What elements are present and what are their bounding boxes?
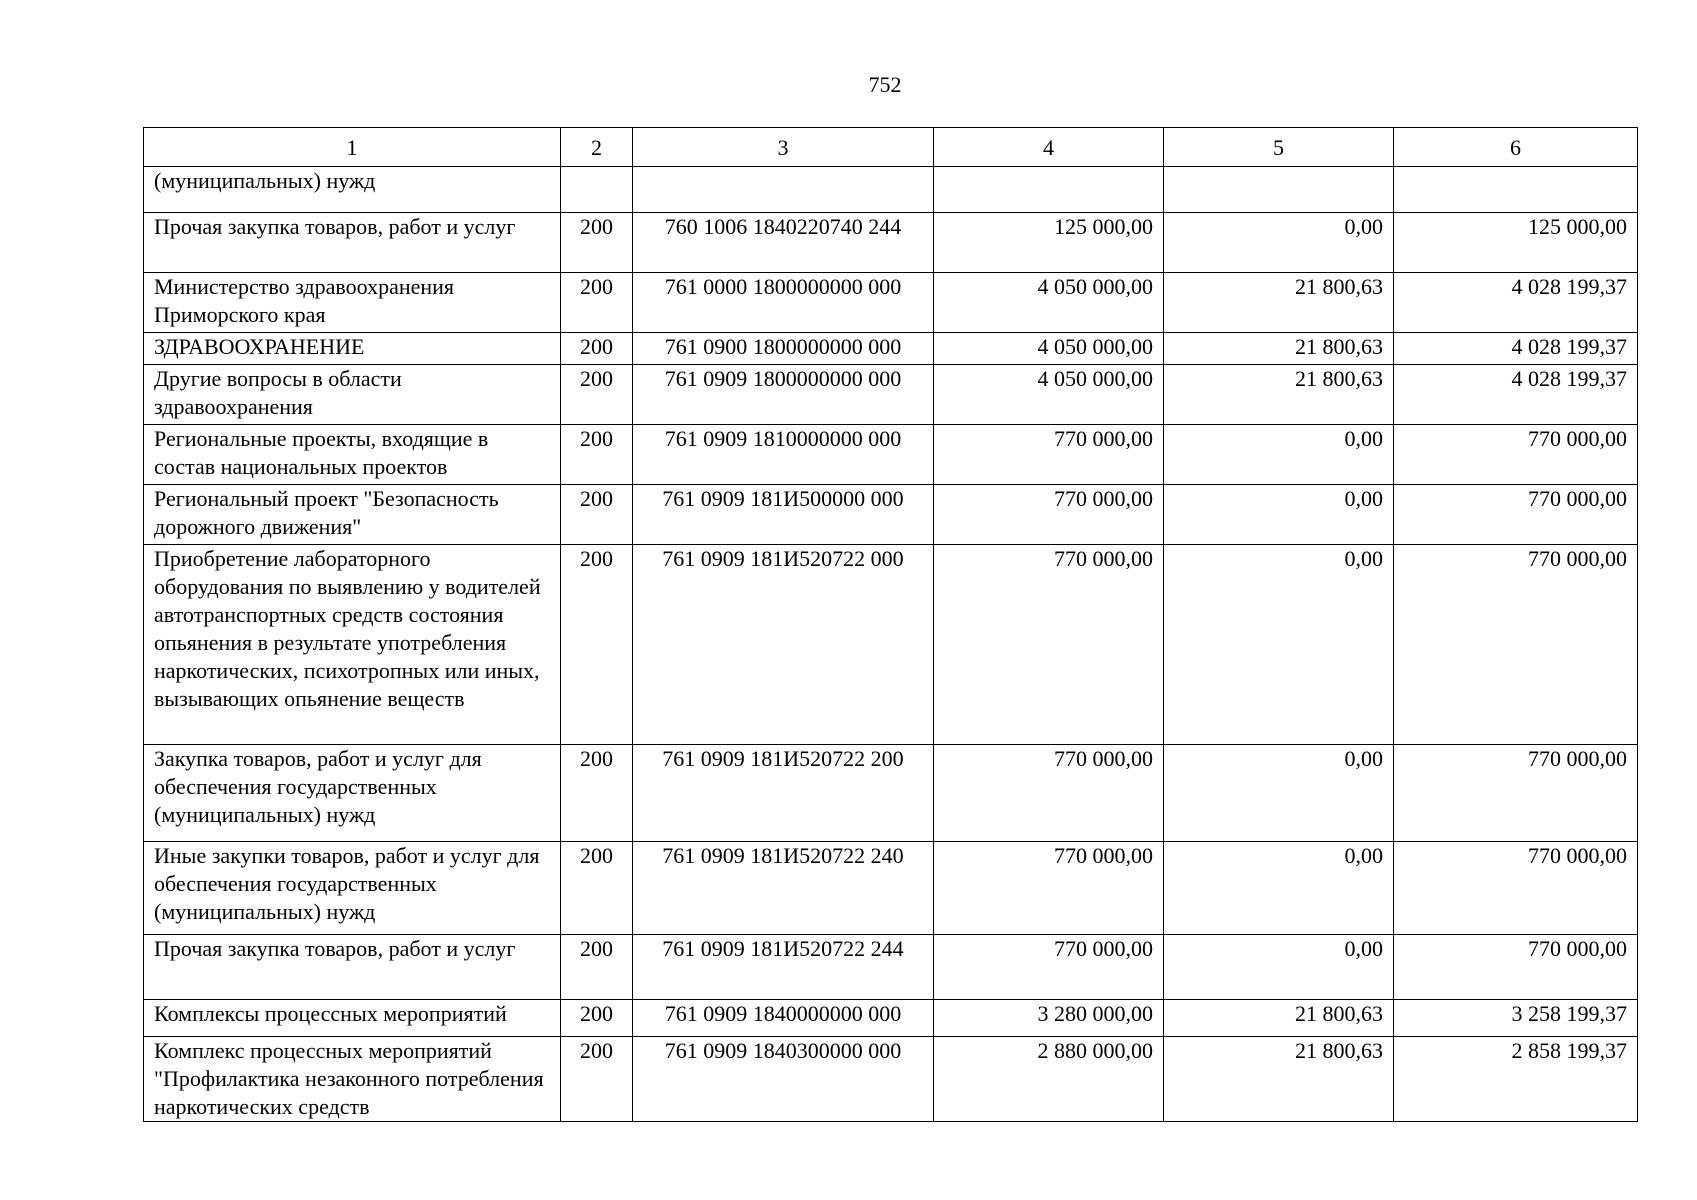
- table-row: [144, 167, 1638, 213]
- table-row: [144, 333, 1638, 365]
- row-col2-cell: 200: [561, 545, 633, 745]
- table-row: [144, 842, 1638, 935]
- row-value4-cell: 4 050 000,00: [934, 365, 1164, 425]
- row-name-cell: Иные закупки товаров, работ и услуг для обеспечения государственных (муниципальных) нужд: [144, 842, 561, 935]
- table-row: [144, 213, 1638, 273]
- table-row: [144, 545, 1638, 745]
- table-row: [144, 1000, 1638, 1037]
- table-row: [144, 1037, 1638, 1122]
- row-value6-cell: 125 000,00: [1394, 213, 1638, 273]
- column-header-3: 3: [633, 128, 934, 167]
- row-value4-cell: 770 000,00: [934, 485, 1164, 545]
- row-code-cell: 761 0909 181И500000 000: [633, 485, 934, 545]
- row-col2-cell: 200: [561, 935, 633, 1000]
- row-value5-cell: 21 800,63: [1164, 1037, 1394, 1122]
- row-name-cell: Другие вопросы в области здравоохранения: [144, 365, 561, 425]
- row-value6-cell: 770 000,00: [1394, 545, 1638, 745]
- row-code-cell: 761 0909 181И520722 240: [633, 842, 934, 935]
- row-code-cell: 760 1006 1840220740 244: [633, 213, 934, 273]
- row-name-cell: Закупка товаров, работ и услуг для обеспечения государственных (муниципальных) нужд: [144, 745, 561, 842]
- table-header: [144, 128, 1638, 167]
- row-code-cell: 761 0909 1840000000 000: [633, 1000, 934, 1037]
- row-value5-cell: 0,00: [1164, 485, 1394, 545]
- row-col2-cell: 200: [561, 273, 633, 333]
- row-value6-cell: 4 028 199,37: [1394, 333, 1638, 365]
- row-code-cell: 761 0909 181И520722 000: [633, 545, 934, 745]
- column-header-5: 5: [1164, 128, 1394, 167]
- row-code-cell: 761 0909 1810000000 000: [633, 425, 934, 485]
- row-value4-cell: 770 000,00: [934, 842, 1164, 935]
- table-row: [144, 425, 1638, 485]
- row-value4-cell: 125 000,00: [934, 213, 1164, 273]
- row-name-cell: (муниципальных) нужд: [144, 167, 561, 213]
- row-code-cell: 761 0909 1840300000 000: [633, 1037, 934, 1122]
- table-row: [144, 485, 1638, 545]
- row-code-cell: 761 0909 181И520722 244: [633, 935, 934, 1000]
- header-row: [144, 128, 1638, 167]
- row-col2-cell: [561, 167, 633, 213]
- row-name-cell: Комплекс процессных мероприятий "Профилактика незаконного потребления наркотических средств: [144, 1037, 561, 1122]
- column-header-6: 6: [1394, 128, 1638, 167]
- table-row: [144, 365, 1638, 425]
- column-header-1: 1: [144, 128, 561, 167]
- row-code-cell: 761 0900 1800000000 000: [633, 333, 934, 365]
- row-col2-cell: 200: [561, 1037, 633, 1122]
- row-value5-cell: 21 800,63: [1164, 365, 1394, 425]
- row-name-cell: Министерство здравоохранения Приморского края: [144, 273, 561, 333]
- row-col2-cell: 200: [561, 842, 633, 935]
- row-code-cell: [633, 167, 934, 213]
- row-value6-cell: [1394, 167, 1638, 213]
- page-number: 752: [868, 72, 902, 97]
- row-value6-cell: 770 000,00: [1394, 425, 1638, 485]
- row-code-cell: 761 0909 1800000000 000: [633, 365, 934, 425]
- row-name-cell: Комплексы процессных мероприятий: [144, 1000, 561, 1037]
- table-row: [144, 745, 1638, 842]
- row-code-cell: 761 0909 181И520722 200: [633, 745, 934, 842]
- row-name-cell: ЗДРАВООХРАНЕНИЕ: [144, 333, 561, 365]
- row-value5-cell: [1164, 167, 1394, 213]
- table-row: [144, 273, 1638, 333]
- row-value5-cell: 0,00: [1164, 213, 1394, 273]
- row-value5-cell: 0,00: [1164, 935, 1394, 1000]
- row-value4-cell: 770 000,00: [934, 935, 1164, 1000]
- table-body: [144, 167, 1638, 1122]
- row-value4-cell: 770 000,00: [934, 745, 1164, 842]
- budget-table: [143, 127, 1638, 1122]
- row-value5-cell: 21 800,63: [1164, 1000, 1394, 1037]
- row-col2-cell: 200: [561, 745, 633, 842]
- column-header-4: 4: [934, 128, 1164, 167]
- column-header-2: 2: [561, 128, 633, 167]
- row-value5-cell: 0,00: [1164, 842, 1394, 935]
- row-col2-cell: 200: [561, 365, 633, 425]
- row-value4-cell: 770 000,00: [934, 425, 1164, 485]
- row-col2-cell: 200: [561, 425, 633, 485]
- row-value5-cell: 21 800,63: [1164, 333, 1394, 365]
- row-name-cell: Прочая закупка товаров, работ и услуг: [144, 213, 561, 273]
- row-value5-cell: 0,00: [1164, 745, 1394, 842]
- row-value4-cell: 770 000,00: [934, 545, 1164, 745]
- row-col2-cell: 200: [561, 1000, 633, 1037]
- row-value5-cell: 21 800,63: [1164, 273, 1394, 333]
- row-name-cell: Приобретение лабораторного оборудования по выявлению у водителей автотранспортных средств состояния опьянения в результате употребления наркотических, психотропных или иных, вызывающих опьянение веществ: [144, 545, 561, 745]
- row-value6-cell: 3 258 199,37: [1394, 1000, 1638, 1037]
- row-value4-cell: 4 050 000,00: [934, 333, 1164, 365]
- row-value6-cell: 770 000,00: [1394, 842, 1638, 935]
- row-value6-cell: 770 000,00: [1394, 485, 1638, 545]
- table-row: [144, 935, 1638, 1000]
- row-code-cell: 761 0000 1800000000 000: [633, 273, 934, 333]
- row-col2-cell: 200: [561, 333, 633, 365]
- row-value4-cell: [934, 167, 1164, 213]
- row-name-cell: Региональные проекты, входящие в состав национальных проектов: [144, 425, 561, 485]
- row-value5-cell: 0,00: [1164, 545, 1394, 745]
- row-value4-cell: 2 880 000,00: [934, 1037, 1164, 1122]
- row-value5-cell: 0,00: [1164, 425, 1394, 485]
- row-value6-cell: 4 028 199,37: [1394, 273, 1638, 333]
- row-value6-cell: 2 858 199,37: [1394, 1037, 1638, 1122]
- row-value6-cell: 770 000,00: [1394, 745, 1638, 842]
- row-name-cell: Региональный проект "Безопасность дорожного движения": [144, 485, 561, 545]
- row-col2-cell: 200: [561, 485, 633, 545]
- row-value6-cell: 770 000,00: [1394, 935, 1638, 1000]
- row-name-cell: Прочая закупка товаров, работ и услуг: [144, 935, 561, 1000]
- row-col2-cell: 200: [561, 213, 633, 273]
- row-value4-cell: 4 050 000,00: [934, 273, 1164, 333]
- row-value4-cell: 3 280 000,00: [934, 1000, 1164, 1037]
- row-value6-cell: 4 028 199,37: [1394, 365, 1638, 425]
